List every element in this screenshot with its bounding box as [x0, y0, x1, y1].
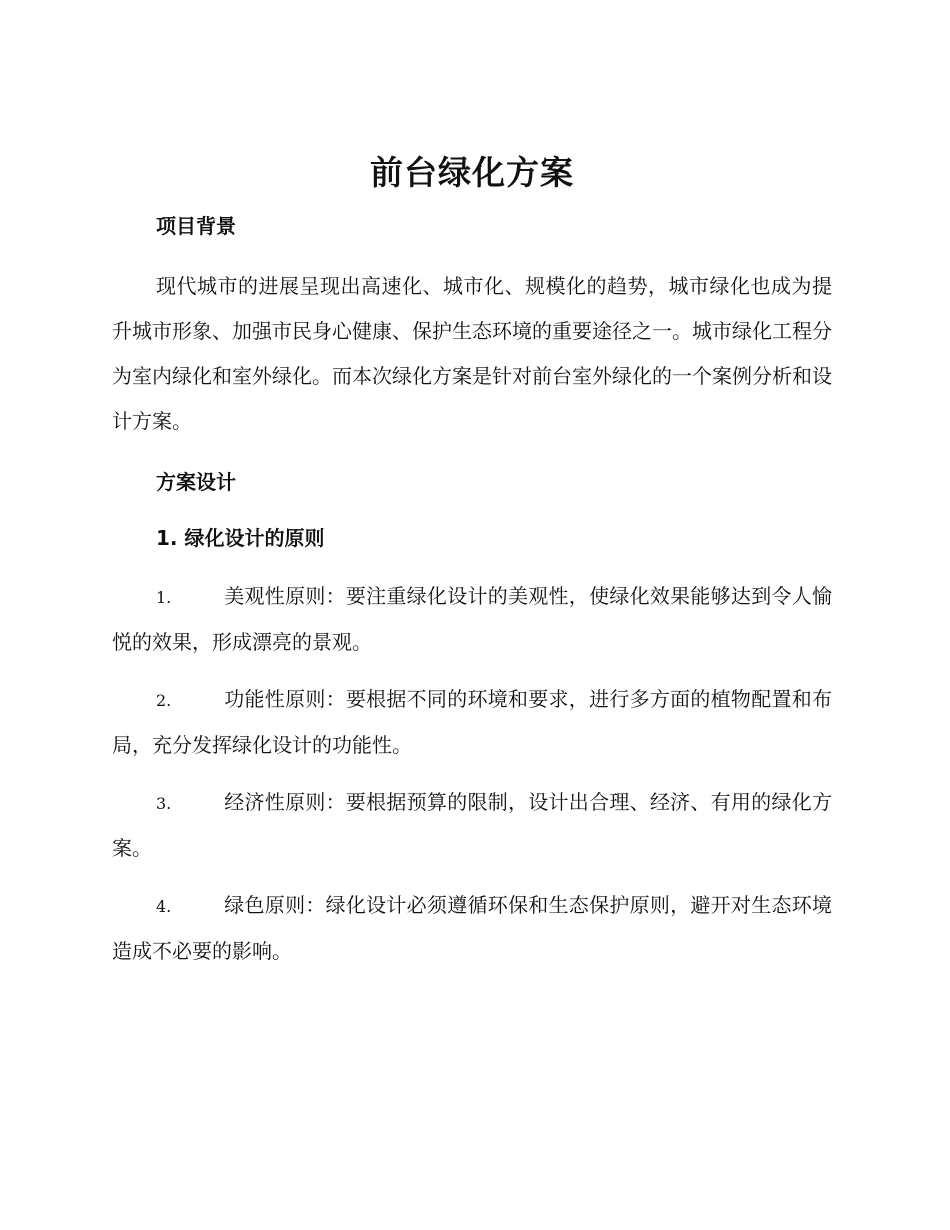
principle-number: 2. — [156, 691, 172, 710]
subsection-heading-principles: 1. 绿化设计的原则 — [156, 526, 325, 550]
principle-number: 1. — [156, 588, 172, 607]
principle-item-3 — [112, 780, 832, 871]
principle-number: 3. — [156, 794, 172, 813]
principle-text: 功能性原则：要根据不同的环境和要求，进行多方面的植物配置和布局，充分发挥绿化设计的功能性。 — [112, 687, 832, 757]
principle-text: 经济性原则：要根据预算的限制，设计出合理、经济、有用的绿化方案。 — [112, 790, 832, 860]
principle-number: 4. — [156, 897, 172, 916]
principle-text: 绿色原则：绿化设计必须遵循环保和生态保护原则，避开对生态环境造成不必要的影响。 — [112, 893, 832, 963]
section-heading-design: 方案设计 — [156, 470, 236, 494]
principle-item-4 — [112, 883, 832, 974]
section-heading-background: 项目背景 — [156, 214, 236, 238]
principle-item-2 — [112, 677, 832, 768]
document-title: 前台绿化方案 — [370, 153, 574, 192]
principle-text: 美观性原则：要注重绿化设计的美观性，使绿化效果能够达到令人愉悦的效果，形成漂亮的景观。 — [112, 584, 832, 654]
background-paragraph: 现代城市的进展呈现出高速化、城市化、规模化的趋势，城市绿化也成为提升城市形象、加强市民身心健康、保护生态环境的重要途径之一。城市绿化工程分为室内绿化和室外绿化。而本次绿化方案是针对前台室外绿化的一个案例分析和设计方案。 — [112, 274, 832, 433]
document-content — [112, 150, 832, 986]
principle-item-1 — [112, 574, 832, 665]
